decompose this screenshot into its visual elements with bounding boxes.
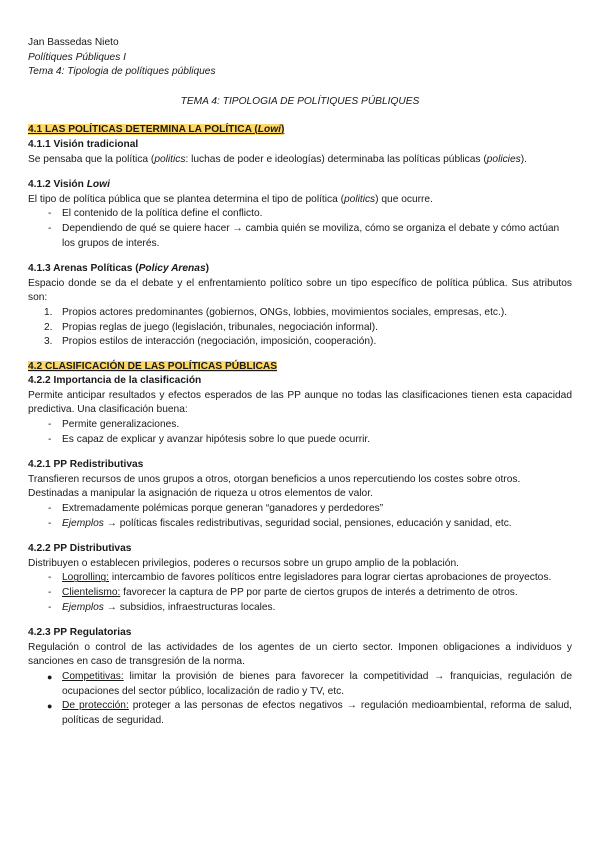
list-4-2-1: [28, 502, 572, 531]
course-name: Polítiques Públiques I: [28, 51, 126, 63]
subheading-4-1-1: 4.1.1 Visión tradicional: [28, 138, 139, 150]
subheading-4-1-3: 4.1.3 Arenas Políticas (Policy Arenas): [28, 263, 210, 275]
list-item: 1. Propios actores predominantes (gobiernos, ONGs, lobbies, movimientos sociales, empresas, etc.).: [44, 306, 508, 318]
list-item: - El contenido de la política define el conflicto.: [48, 208, 263, 220]
list-regulatorias: [28, 670, 572, 728]
list-item: - Clientelismo: favorecer la captura de PP por parte de ciertos grupos de interés a detrimento de otros.: [48, 587, 518, 598]
document-header: [28, 36, 572, 80]
list-item: - Dependiendo de qué se quiere hacer → cambia quién se moviliza, cómo se organiza el debate y cómo actúan los grupos de interés.: [48, 222, 560, 249]
paragraph-4-2-1: Transfieren recursos de unos grupos a otros, otorgan beneficios a unos repercutiendo los costes sobre otros. Destinadas a manipular la asignación de riqueza u otros elementos de valor.: [28, 473, 521, 500]
heading-end: ): [281, 124, 285, 136]
list-item: 2. Propias reglas de juego (legislación, tribunales, negociación informal).: [44, 321, 378, 333]
list-item: - Ejemplos → subsidios, infraestructuras locales.: [48, 601, 276, 613]
heading-em: Lowi: [257, 124, 281, 136]
list-item: ● Competitivas: limitar la provisión de bienes para favorecer la competitividad → franquicias, regulación de ocupaciones del sector público, localización de radio y TV, etc.: [47, 670, 572, 697]
subheading-4-2-2-distributivas: 4.2.2 PP Distributivas: [28, 543, 132, 555]
subheading-4-2-2-importancia: 4.2.2 Importancia de la clasificación: [28, 375, 202, 387]
heading-text: 4.1 LAS POLÍTICAS DETERMINA LA POLÍTICA (: [28, 124, 258, 136]
subheading-4-1-2: 4.1.2 Visión Lowi: [28, 179, 110, 191]
paragraph-4-1-1: Se pensaba que la política (politics: luchas de poder e ideologías) determinaba las políticas públicas (policies).: [28, 153, 527, 165]
list-item: - Logrolling: intercambio de favores políticos entre legisladores para lograr ciertas aprobaciones de proyectos.: [48, 572, 552, 584]
paragraph-4-2-3: Regulación o control de las actividades de los agentes de un cierto sector. Imponen obligaciones a individuos y sanciones en caso de transgresión de la norma.: [28, 641, 572, 668]
list-4-1-2: [28, 207, 572, 251]
paragraph-4-2-2: Permite anticipar resultados y efectos esperados de las PP aunque no todas las clasificaciones tienen esta capacidad predictiva. Una clasificación buena:: [28, 389, 572, 416]
section-heading-4-1: [28, 124, 284, 135]
list-item: - Es capaz de explicar y avanzar hipótesis sobre lo que puede ocurrir.: [48, 433, 371, 445]
paragraph-4-1-3: Espacio donde se da el debate y el enfrentamiento político sobre un tipo específico de política pública. Sus atributos son:: [28, 277, 572, 304]
paragraph-4-1-2: El tipo de política pública que se plantea determina el tipo de política (politics) que ocurre.: [28, 193, 433, 205]
author-name: Jan Bassedas Nieto: [28, 37, 119, 48]
list-item: - Extremadamente polémicas porque generan “ganadores y perdedores”: [48, 503, 384, 515]
list-4-2-2: [28, 418, 572, 447]
subheading-4-2-3: 4.2.3 PP Regulatorias: [28, 627, 132, 639]
list-4-1-3: [28, 306, 572, 350]
paragraph-4-2-2-distributivas: Distribuyen o establecen privilegios, poderes o recursos sobre un grupo amplio de la población.: [28, 557, 459, 569]
list-distributivas: [28, 571, 572, 615]
list-item: ● De protección: proteger a las personas de efectos negativos → regulación medioambiental, reforma de salud, políticas de seguridad.: [47, 700, 573, 726]
section-4-1: [28, 123, 572, 349]
section-heading-4-2: 4.2 CLASIFICACIÓN DE LAS POLÍTICAS PÚBLICAS: [28, 360, 278, 372]
list-item: - Ejemplos → políticas fiscales redistributivas, seguridad social, pensiones, educación y sanidad, etc.: [48, 517, 512, 529]
document-title: TEMA 4: TIPOLOGIA DE POLÍTIQUES PÚBLIQUES: [180, 95, 420, 107]
topic-name: Tema 4: Tipologia de polítiques públiques: [28, 66, 216, 78]
list-item: - Permite generalizaciones.: [48, 419, 180, 431]
section-4-2: [28, 360, 572, 729]
list-item: 3. Propios estilos de interacción (negociación, imposición, cooperación).: [44, 336, 377, 348]
subheading-4-2-1: 4.2.1 PP Redistributivas: [28, 459, 144, 471]
